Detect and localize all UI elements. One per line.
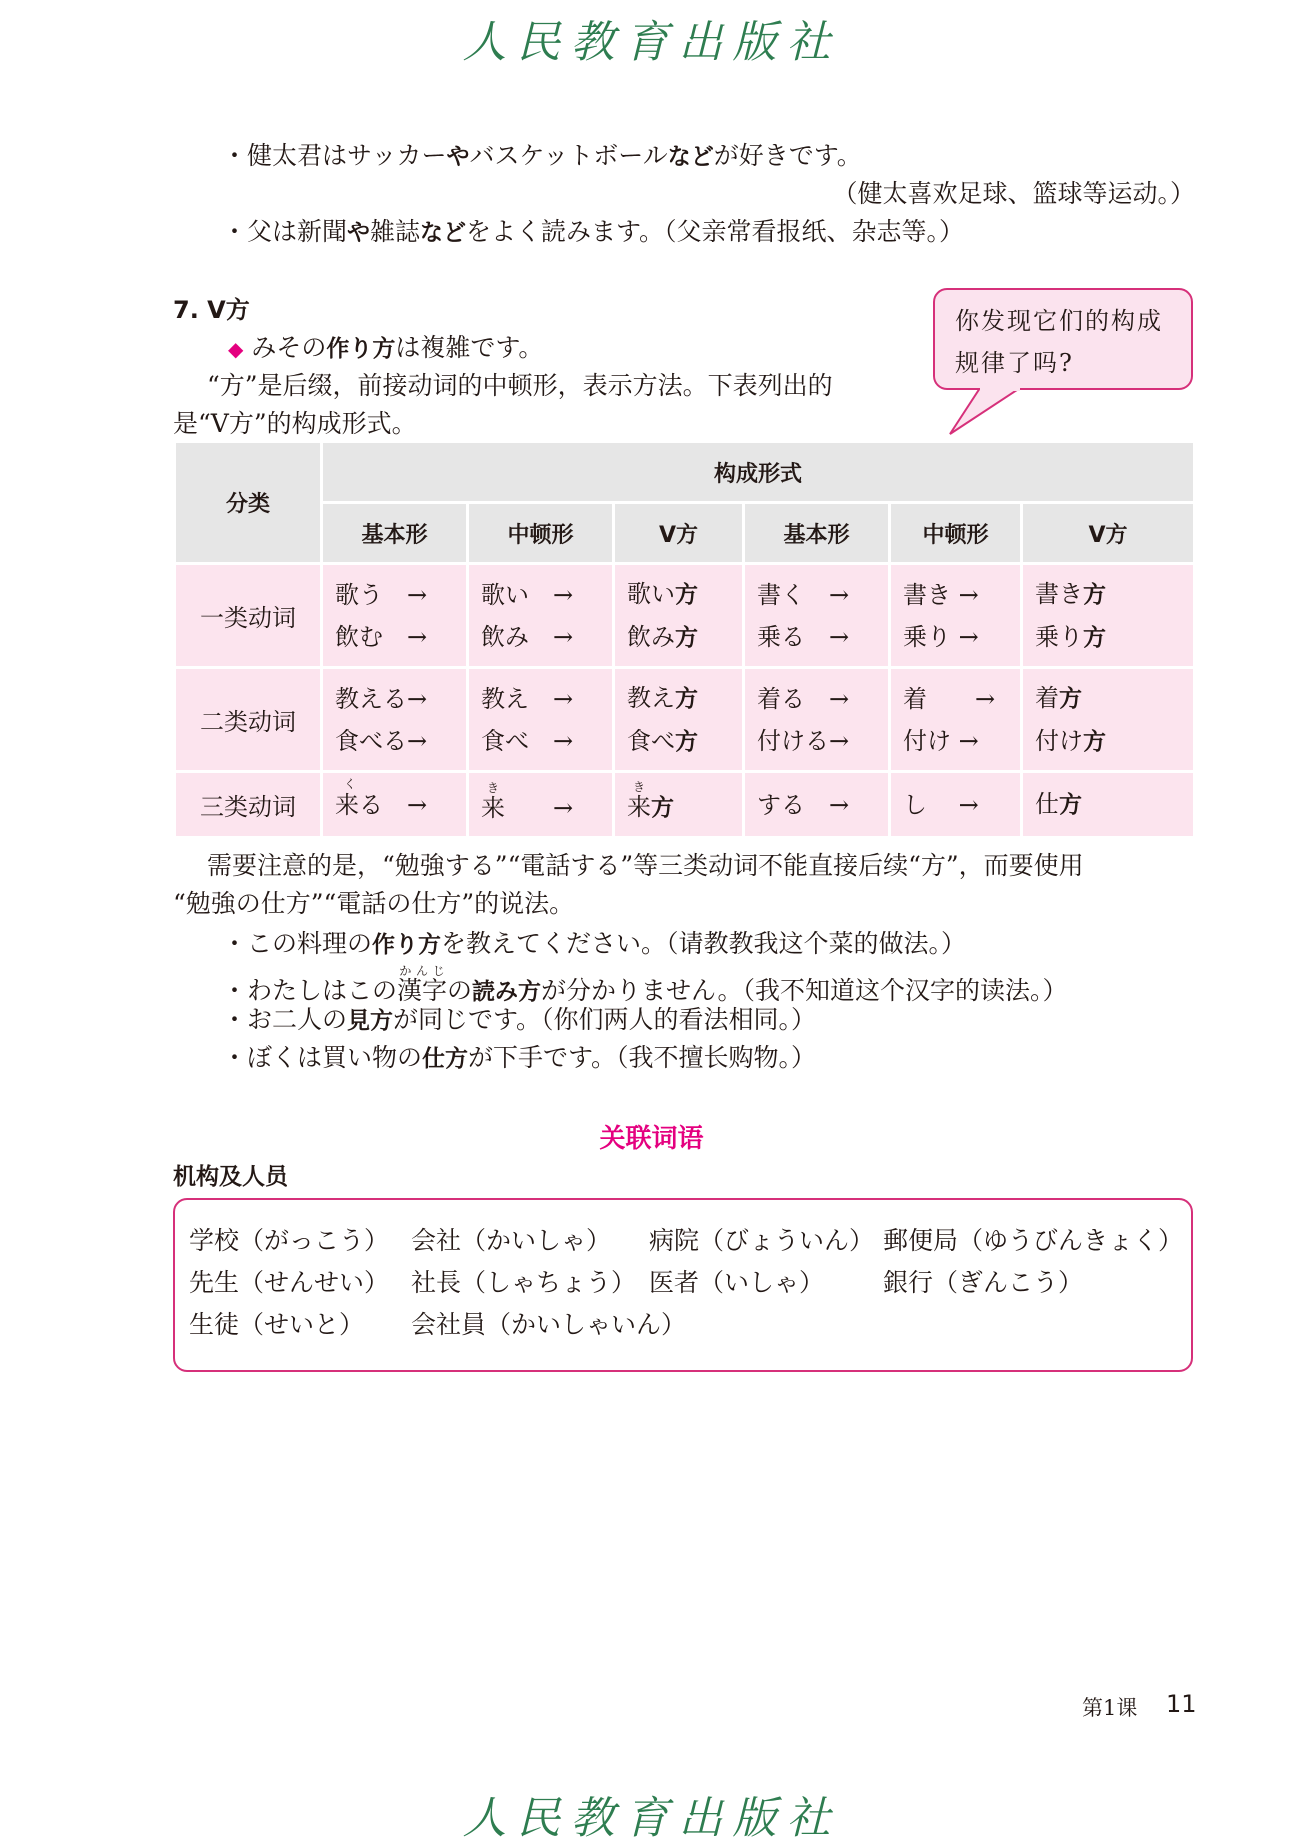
publisher-logo-bottom: 人民教育出版社 — [462, 1793, 841, 1844]
ruby-ku: く — [344, 777, 357, 791]
note-line2: “勉強の仕方”“電話の仕方”的说法。 — [173, 889, 575, 918]
table-cell: 来る → — [322, 772, 468, 838]
example-list-item: ・お二人の見方が同じです。（你们两人的看法相同。） — [222, 1005, 817, 1034]
bubble-text-line1: 你发现它们的构成 — [955, 307, 1163, 335]
row-category: 一类动词 — [175, 564, 322, 668]
table-cell: 書き方 乗り方 — [1022, 564, 1195, 668]
page-number: 11 — [1166, 1690, 1197, 1718]
example-list-item: ・この料理の作り方を教えてください。（请教教我这个菜的做法。） — [222, 929, 967, 958]
table-cell: 来き → — [468, 772, 614, 838]
related-words-subtitle: 机构及人员 — [173, 1164, 288, 1190]
related-words-title: 关联词语 — [599, 1124, 704, 1154]
subheader: V方 — [614, 503, 744, 564]
section-example: ◆ みその作り方は複雑です。 — [228, 333, 544, 362]
table-cell: 教え → 食べ → — [468, 668, 614, 772]
vocab-item: 銀行（ぎんこう） — [883, 1268, 1084, 1297]
example-translation-1: （健太喜欢足球、篮球等运动。） — [832, 179, 1195, 208]
table-cell: 歌い → 飲み → — [468, 564, 614, 668]
subheader: 基本形 — [744, 503, 890, 564]
vocab-item: 会社員（かいしゃいん） — [411, 1310, 687, 1339]
speech-bubble — [933, 288, 1193, 390]
publisher-logo-top: 人民教育出版社 — [462, 17, 841, 68]
table-cell: する → — [744, 772, 890, 838]
section-explanation-line1: “方”是后缀，前接动词的中顿形，表示方法。下表列出的 — [207, 371, 833, 400]
example-list-item: ・わたしはこの漢字かんじの読み方が分かりません。（我不知道这个汉字的读法。） — [222, 964, 1068, 1005]
vocab-item: 先生（せんせい） — [189, 1268, 390, 1297]
bubble-tail-icon — [940, 388, 1030, 438]
vocab-item: 医者（いしゃ） — [649, 1268, 825, 1297]
conjugation-table — [173, 440, 1196, 839]
vocab-item: 学校（がっこう） — [189, 1226, 390, 1255]
subheader: 基本形 — [322, 503, 468, 564]
table-cell: 歌い方 飲み方 — [614, 564, 744, 668]
diamond-bullet-icon: ◆ — [228, 337, 244, 361]
vocabulary-box — [173, 1198, 1193, 1372]
header-category: 分类 — [175, 442, 322, 564]
bubble-text-line2: 规律了吗? — [955, 349, 1074, 377]
vocab-item: 病院（びょういん） — [649, 1226, 875, 1255]
table-cell: 書き → 乗り → — [890, 564, 1022, 668]
row-category: 二类动词 — [175, 668, 322, 772]
table-row — [175, 668, 1195, 772]
lesson-label: 第1课 — [1082, 1696, 1138, 1720]
example-sentence-1: ・健太君はサッカーやバスケットボールなどが好きです。 — [222, 141, 862, 170]
table-row — [175, 564, 1195, 668]
example-list-item: ・ぼくは買い物の仕方が下手です。（我不擅长购物。） — [222, 1043, 817, 1072]
header-group: 构成形式 — [322, 442, 1195, 503]
table-cell: 来き方 — [614, 772, 744, 838]
table-cell: 書く → 乗る → — [744, 564, 890, 668]
section-explanation-line2: 是“V方”的构成形式。 — [173, 409, 417, 438]
vocab-item: 郵便局（ゆうびんきょく） — [883, 1226, 1184, 1255]
table-row — [175, 772, 1195, 838]
table-cell: 着る → 付ける→ — [744, 668, 890, 772]
table-cell: 歌う → 飲む → — [322, 564, 468, 668]
subheader: V方 — [1022, 503, 1195, 564]
vocab-item: 会社（かいしゃ） — [411, 1226, 612, 1255]
example-sentence-2: ・父は新聞や雑誌などをよく読みます。（父亲常看报纸、杂志等。） — [222, 217, 965, 246]
subheader: 中顿形 — [468, 503, 614, 564]
section-heading: 7. V方 — [173, 296, 250, 324]
table-cell: 着 → 付け → — [890, 668, 1022, 772]
row-category: 三类动词 — [175, 772, 322, 838]
table-cell: 着方 付け方 — [1022, 668, 1195, 772]
note-line1: 需要注意的是，“勉強する”“電話する”等三类动词不能直接后续“方”，而要使用 — [207, 851, 1084, 880]
subheader: 中顿形 — [890, 503, 1022, 564]
table-cell: 教える→ 食べる→ — [322, 668, 468, 772]
table-cell: し → — [890, 772, 1022, 838]
vocab-item: 社長（しゃちょう） — [411, 1268, 637, 1297]
table-cell: 仕方 — [1022, 772, 1195, 838]
vocab-item: 生徒（せいと） — [189, 1310, 365, 1339]
table-cell: 教え方 食べ方 — [614, 668, 744, 772]
